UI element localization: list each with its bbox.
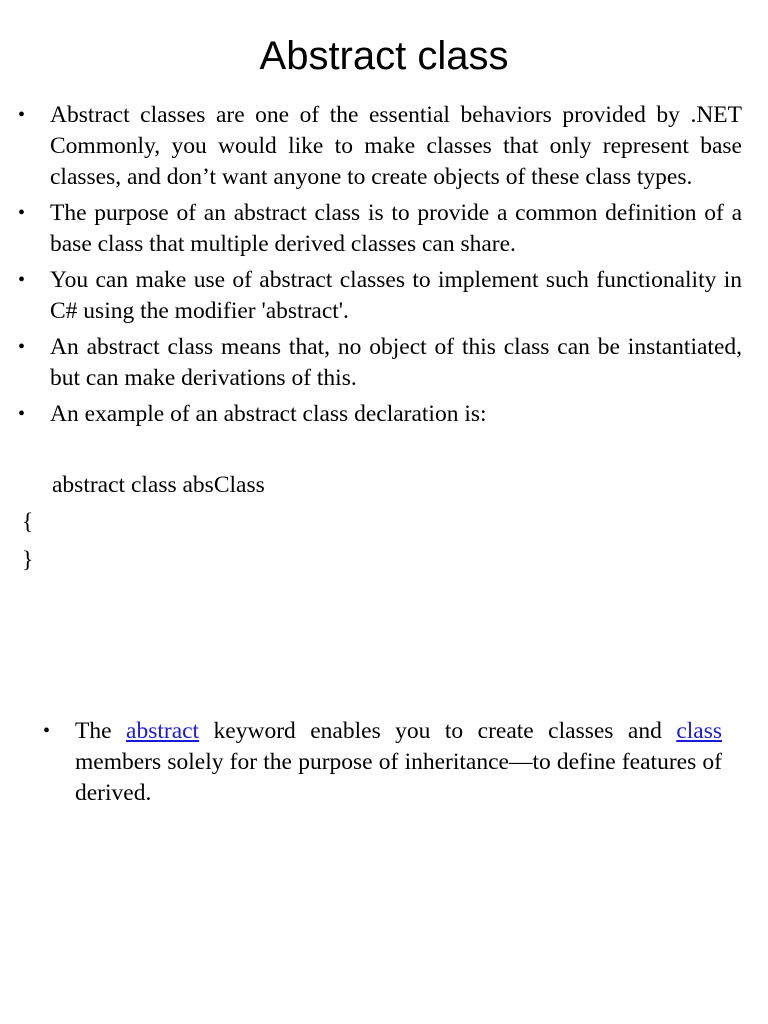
code-declaration: abstract class absClass — [52, 472, 265, 498]
note-text-middle: keyword enables you to create classes and — [199, 718, 677, 744]
bullet-icon: • — [18, 403, 26, 425]
bullet-item — [18, 198, 742, 260]
bullet-item — [18, 332, 742, 394]
bullet-text: An example of an abstract class declaration is: — [50, 401, 487, 427]
bullet-text: An abstract class means that, no object of this class can be instantiated, but can make derivations of this. — [50, 334, 742, 391]
bullet-icon: • — [18, 269, 26, 291]
bullet-item — [18, 265, 742, 327]
bullet-text: Abstract classes are one of the essential behaviors provided by .NET Commonly, you would like to make classes that only represent base classes, and don’t want anyone to create objects of these class types. — [50, 102, 742, 190]
bullet-icon: • — [18, 336, 26, 358]
bullet-icon: • — [18, 202, 26, 224]
bullet-icon: • — [43, 720, 51, 742]
note-item — [43, 716, 722, 809]
abstract-link[interactable]: abstract — [126, 718, 200, 744]
note-text-start: The — [75, 718, 127, 744]
bullet-text: The purpose of an abstract class is to provide a common definition of a base class that multiple derived classes can share. — [50, 200, 742, 257]
bullet-item — [18, 399, 742, 430]
note-list — [43, 716, 722, 814]
class-link[interactable]: class — [676, 718, 722, 744]
code-open-brace: { — [22, 509, 34, 535]
slide-title: Abstract class — [259, 34, 509, 78]
note-text-end: members solely for the purpose of inheritance—to define features of derived. — [75, 749, 722, 806]
code-close-brace: } — [22, 547, 34, 573]
bullet-item — [18, 100, 742, 193]
bullet-list — [18, 100, 742, 435]
bullet-icon: • — [18, 104, 26, 126]
bullet-text: You can make use of abstract classes to implement such functionality in C# using the modifier 'abstract'. — [50, 267, 742, 324]
